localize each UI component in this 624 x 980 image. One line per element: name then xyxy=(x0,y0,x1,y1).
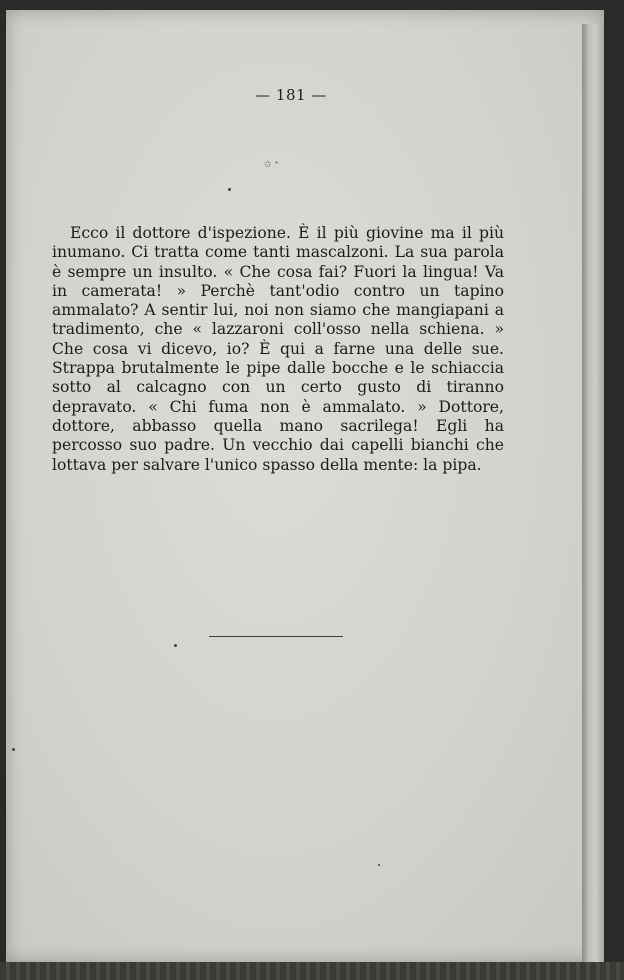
end-rule xyxy=(209,636,343,637)
paper-speck xyxy=(378,864,380,866)
paper-speck xyxy=(12,748,15,751)
body-paragraph: Ecco il dottore d'ispezione. È il più giovine ma il più inumano. Ci tratta come tanti mascalzoni. La sua parola è sempre un insulto. « Che cosa fai? Fuori la lingua! Va in camerata! » Perchè tant'odio contro un tapino ammalato? A sentir lui, noi non siamo che mangiapani a tradimento, che « lazzaroni coll'osso nella schiena. » Che cosa vi dicevo, io? È qui a farne una delle sue. Strappa brutalmente le pipe dalle bocche e le schiaccia sotto al calcagno con un certo gusto di tiranno depravato. « Chi fuma non è ammalato. » Dottore, dottore, abbasso quella mano sacrilega! Egli ha percosso suo padre. Un vecchio dai capelli bianchi che lottava per salvare l'unico spasso della mente: la pipa. xyxy=(52,224,504,474)
page-edge xyxy=(582,24,604,974)
scan-border xyxy=(0,962,624,980)
paper-speck xyxy=(228,188,231,191)
page-number: — 181 — xyxy=(255,86,327,104)
ornament: ✩ ⁺ xyxy=(264,160,280,170)
paper-speck xyxy=(174,644,177,647)
book-page xyxy=(6,10,604,962)
